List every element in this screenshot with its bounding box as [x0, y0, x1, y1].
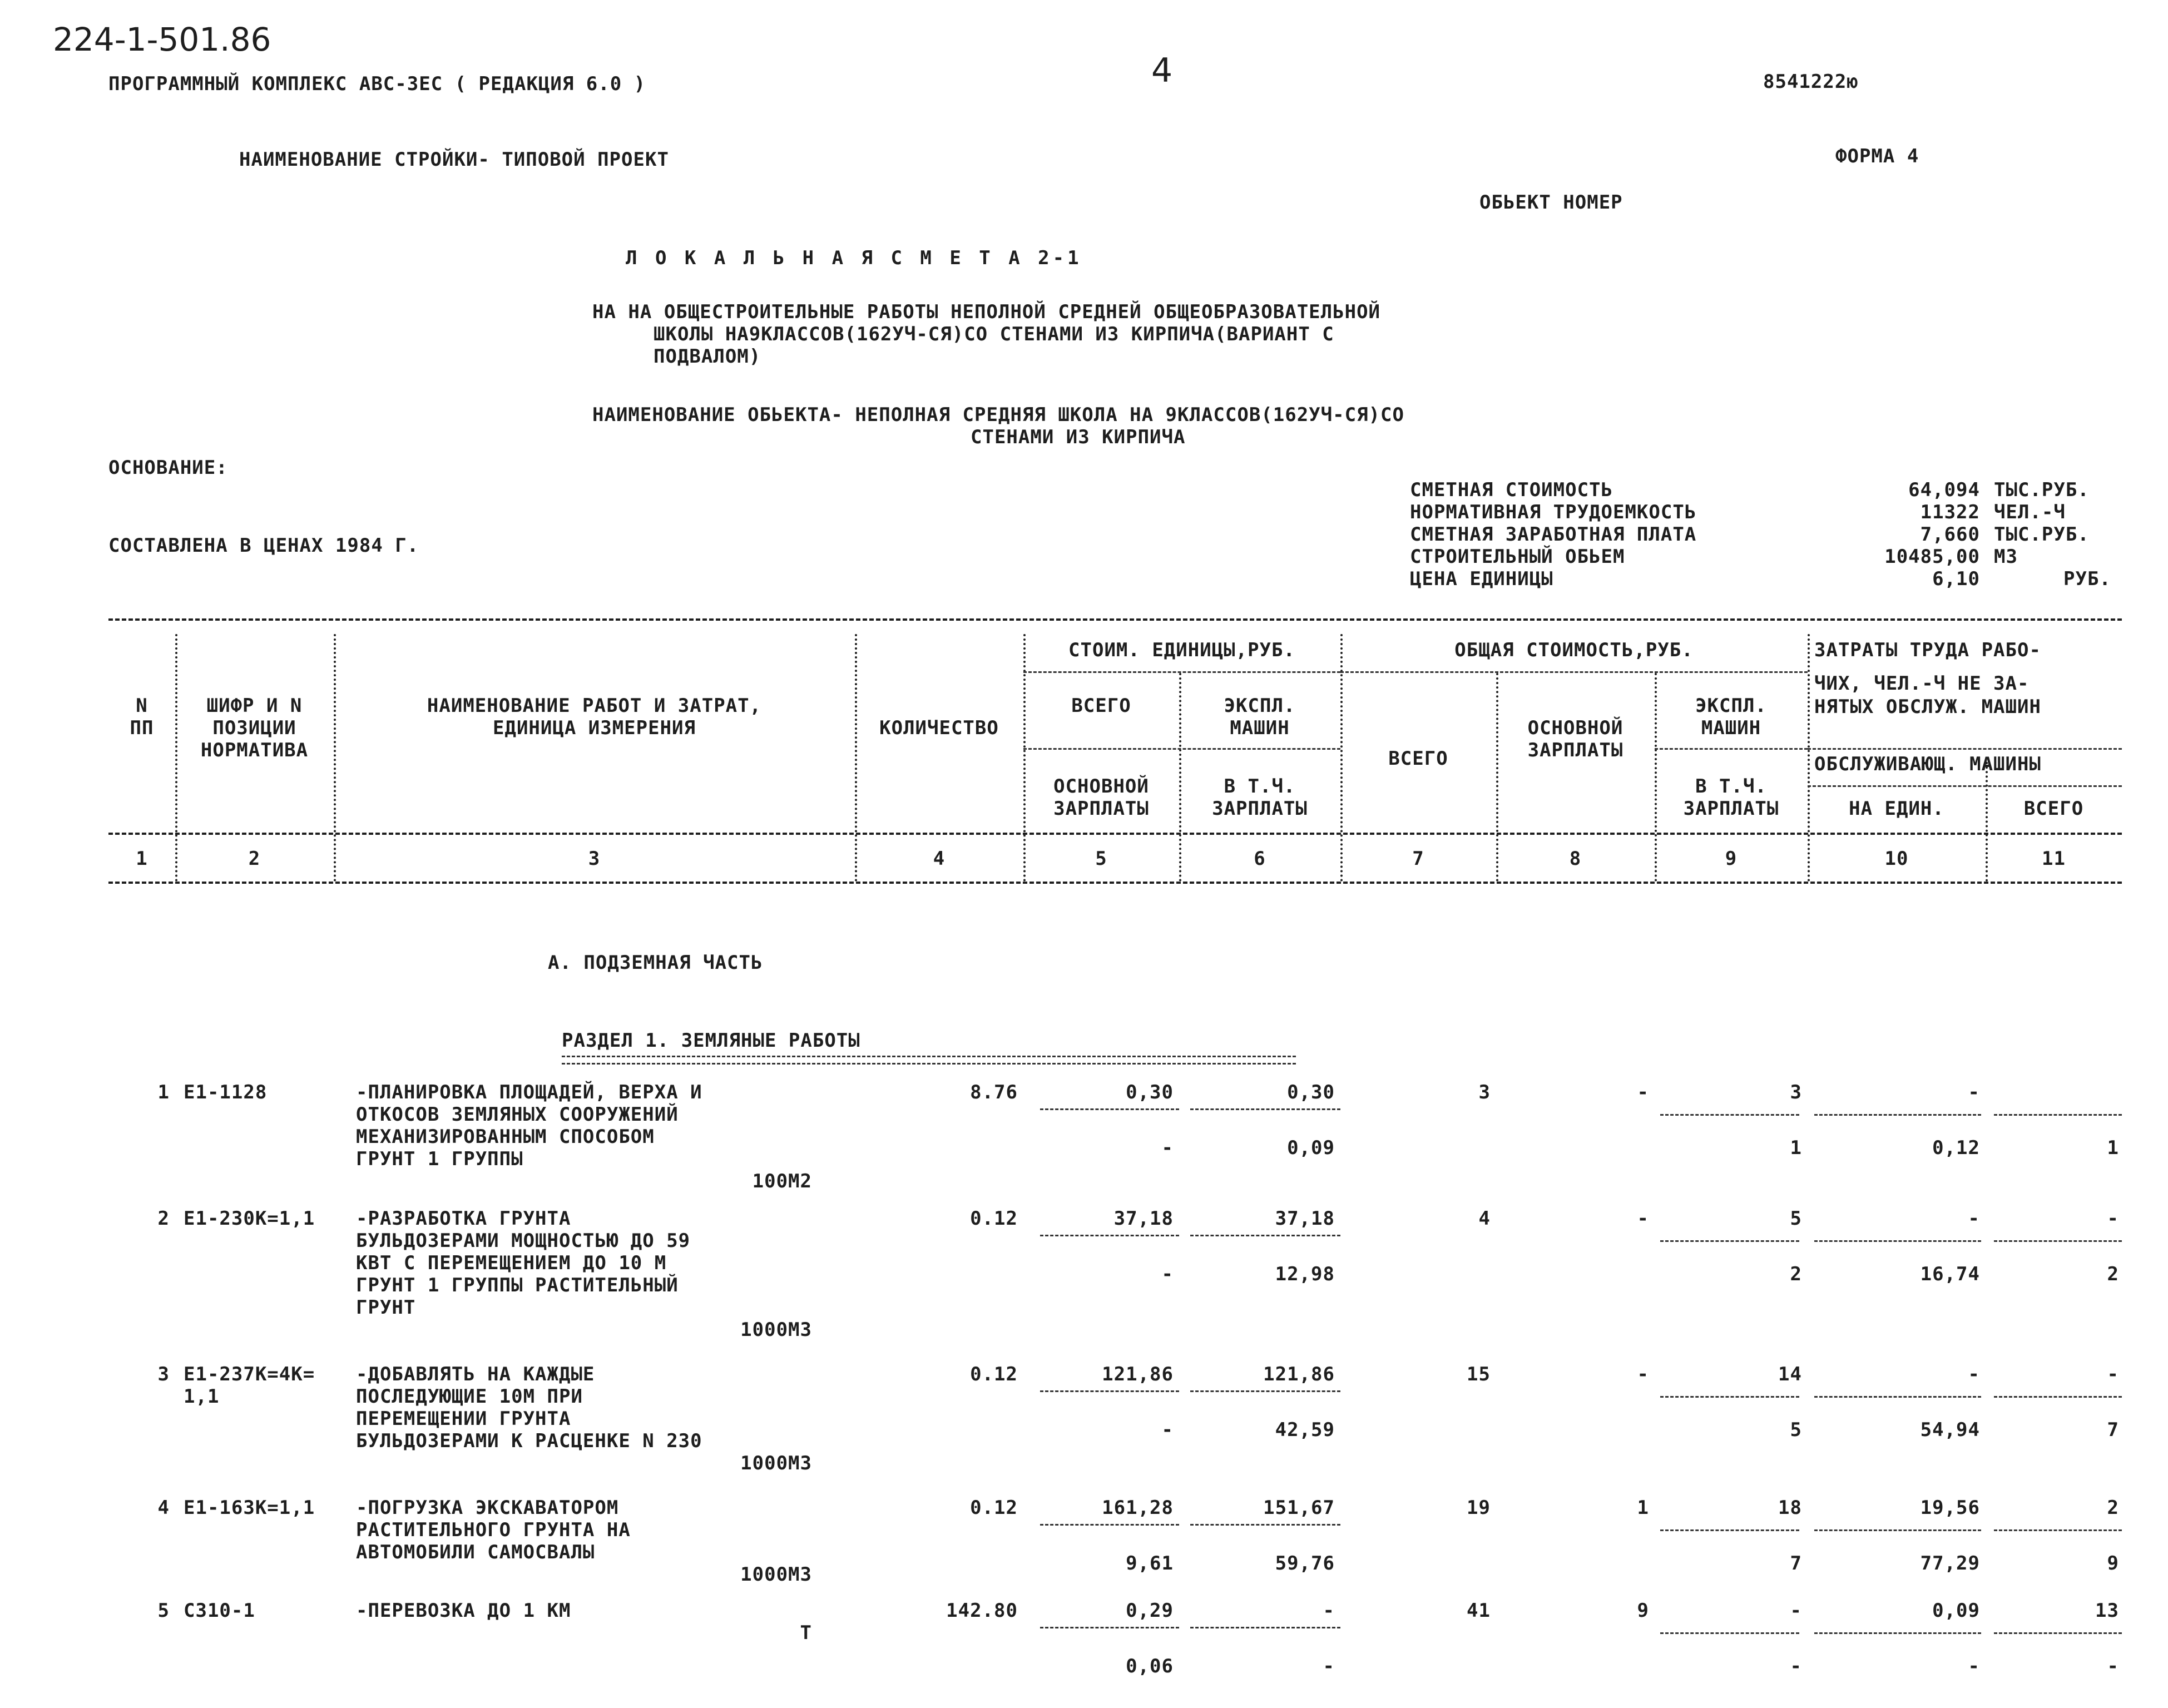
col-number: 8: [1569, 848, 1582, 870]
cell-rule: [1190, 1108, 1340, 1110]
labor-per-unit: 19,56: [1920, 1497, 1980, 1519]
labor-group-header: НЯТЫХ ОБСЛУЖ. МАШИН: [1814, 696, 2041, 718]
cell-rule: [1994, 1114, 2122, 1116]
unit-cost-machines: 121,86: [1263, 1363, 1335, 1385]
col1-header: ПП: [130, 717, 154, 739]
basis-label: ОСНОВАНИЕ:: [108, 457, 228, 479]
header-top-rule: [108, 618, 2122, 621]
labor-total: 2: [2107, 1497, 2119, 1519]
total-cost: 3: [1478, 1081, 1491, 1103]
row-number: 5: [157, 1600, 170, 1622]
measure-unit: 1000М3: [740, 1563, 812, 1586]
row-number: 1: [157, 1081, 170, 1103]
norm-code: 1,1: [184, 1385, 220, 1408]
measure-unit: 1000М3: [740, 1452, 812, 1474]
col-number: 9: [1725, 848, 1738, 870]
total-machine-wages: 5: [1790, 1419, 1802, 1441]
quantity: 0.12: [970, 1207, 1018, 1230]
unit-cost-total: 0,29: [1126, 1600, 1174, 1622]
total-wages: 1: [1637, 1497, 1649, 1519]
cell-rule: [1814, 1632, 1981, 1634]
col1-header: N: [136, 695, 148, 717]
summary-label: НОРМАТИВНАЯ ТРУДОЕМКОСТЬ: [1410, 501, 1697, 523]
work-description: -ПЕРЕВОЗКА ДО 1 КМ: [356, 1600, 571, 1622]
group-rule: [1023, 671, 1340, 673]
unit-cost-wages: -: [1161, 1419, 1174, 1441]
group-rule: [1340, 671, 1808, 673]
unit-cost-machine-wages: 12,98: [1275, 1263, 1335, 1285]
group-rule: [1808, 748, 2122, 750]
labor-per-unit: -: [1968, 1081, 1980, 1103]
labor-total: -: [2107, 1363, 2119, 1385]
quantity: 0.12: [970, 1497, 1018, 1519]
quantity: 142.80: [946, 1600, 1018, 1622]
labor-sub-header: ОБСЛУЖИВАЮЩ. МАШИНЫ: [1814, 753, 2041, 775]
header-mid-rule: [108, 833, 2122, 835]
c11-header: ВСЕГО: [2023, 798, 2084, 820]
total-wages: -: [1637, 1081, 1649, 1103]
row-number: 4: [157, 1497, 170, 1519]
document-title: Л О К А Л Ь Н А Я С М Е Т А 2-1: [626, 247, 1082, 269]
unit-cost-machines: -: [1323, 1600, 1335, 1622]
cell-rule: [1660, 1240, 1799, 1242]
unit-cost-machines: 151,67: [1263, 1497, 1335, 1519]
c9-header: ЭКСПЛ.: [1695, 695, 1767, 717]
norm-code: Е1-237К=4К=: [184, 1363, 315, 1385]
norm-code: С310-1: [184, 1600, 255, 1622]
c9b-header: ЗАРПЛАТЫ: [1683, 798, 1779, 820]
col3-header: ЕДИНИЦА ИЗМЕРЕНИЯ: [493, 717, 696, 739]
summary-value: 7,660: [1920, 523, 1980, 546]
handwritten-code: 224-1-501.86: [53, 21, 271, 58]
cell-rule: [1190, 1235, 1340, 1236]
machine-labor-per-unit: 0,12: [1932, 1137, 1980, 1159]
unit-cost-group-header: СТОИМ. ЕДИНИЦЫ,РУБ.: [1068, 639, 1295, 661]
total-cost: 15: [1467, 1363, 1491, 1385]
header-bottom-rule: [108, 882, 2122, 884]
quantity: 8.76: [970, 1081, 1018, 1103]
c10-header: НА ЕДИН.: [1849, 798, 1944, 820]
work-description: -РАЗРАБОТКА ГРУНТА: [356, 1207, 571, 1230]
machine-labor-total: 2: [2107, 1263, 2119, 1285]
unit-cost-machines: 0,30: [1287, 1081, 1335, 1103]
unit-cost-machine-wages: 42,59: [1275, 1419, 1335, 1441]
group-rule: [1655, 748, 1808, 750]
total-machine-wages: -: [1790, 1655, 1802, 1677]
total-machines: 5: [1790, 1207, 1802, 1230]
c6-header: МАШИН: [1230, 717, 1290, 739]
summary-label: СТРОИТЕЛЬНЫЙ ОБЬЕМ: [1410, 546, 1625, 568]
c6b-header: ЗАРПЛАТЫ: [1212, 798, 1308, 820]
total-wages: -: [1637, 1363, 1649, 1385]
summary-label: СМЕТНАЯ СТОИМОСТЬ: [1410, 479, 1613, 501]
unit-cost-total: 0,30: [1126, 1081, 1174, 1103]
subject-line-1: НА НА ОБЩЕСТРОИТЕЛЬНЫЕ РАБОТЫ НЕПОЛНОЙ СРЕДНЕЙ ОБЩЕОБРАЗОВАТЕЛЬНОЙ: [592, 301, 1381, 323]
col-separator: [334, 634, 336, 882]
work-description: КВТ С ПЕРЕМЕЩЕНИЕМ ДО 10 М: [356, 1252, 667, 1274]
machine-labor-total: -: [2107, 1655, 2119, 1677]
summary-label: СМЕТНАЯ ЗАРАБОТНАЯ ПЛАТА: [1410, 523, 1697, 546]
group-rule: [1808, 785, 2122, 787]
labor-group-header: ЗАТРАТЫ ТРУДА РАБО-: [1814, 639, 2041, 661]
cell-rule: [1040, 1627, 1179, 1628]
total-cost: 19: [1467, 1497, 1491, 1519]
col3-header: НАИМЕНОВАНИЕ РАБОТ И ЗАТРАТ,: [427, 695, 762, 717]
col-number: 1: [136, 848, 148, 870]
unit-cost-machine-wages: 0,09: [1287, 1137, 1335, 1159]
machine-labor-total: 9: [2107, 1552, 2119, 1575]
work-description: ПЕРЕМЕЩЕНИИ ГРУНТА: [356, 1408, 571, 1430]
subject-line-2: ШКОЛЫ НА9КЛАССОВ(162УЧ-СЯ)СО СТЕНАМИ ИЗ КИРПИЧА(ВАРИАНТ С: [654, 323, 1334, 345]
total-cost: 41: [1467, 1600, 1491, 1622]
unit-cost-machine-wages: -: [1323, 1655, 1335, 1677]
col-separator: [855, 634, 857, 882]
labor-total: -: [2107, 1207, 2119, 1230]
col2-header: ШИФР И N: [206, 695, 303, 717]
machine-labor-per-unit: 16,74: [1920, 1263, 1980, 1285]
cell-rule: [1994, 1240, 2122, 1242]
machine-labor-per-unit: 77,29: [1920, 1552, 1980, 1575]
c5b-header: ОСНОВНОЙ: [1053, 775, 1149, 798]
summary-value: 6,10: [1932, 568, 1980, 590]
summary-value: 11322: [1920, 501, 1980, 523]
machine-labor-per-unit: 54,94: [1920, 1419, 1980, 1441]
quantity: 0.12: [970, 1363, 1018, 1385]
work-description: ГРУНТ 1 ГРУППЫ РАСТИТЕЛЬНЫЙ: [356, 1274, 679, 1296]
cell-rule: [1994, 1632, 2122, 1634]
c8-header: ЗАРПЛАТЫ: [1527, 739, 1623, 761]
col-separator: [1808, 634, 1810, 882]
measure-unit: Т: [800, 1622, 812, 1644]
work-description: -ДОБАВЛЯТЬ НА КАЖДЫЕ: [356, 1363, 595, 1385]
col2-header: ПОЗИЦИИ: [212, 717, 296, 739]
col-number: 10: [1884, 848, 1909, 870]
part-title: А. ПОДЗЕМНАЯ ЧАСТЬ: [548, 952, 763, 974]
col4-header: КОЛИЧЕСТВО: [879, 717, 999, 739]
cell-rule: [1040, 1390, 1179, 1392]
summary-unit: ЧЕЛ.-Ч: [1994, 501, 2066, 523]
total-machine-wages: 1: [1790, 1137, 1802, 1159]
doc-number: 8541222ю: [1763, 71, 1859, 93]
col-number: 4: [933, 848, 946, 870]
total-machine-wages: 7: [1790, 1552, 1802, 1575]
col-number: 6: [1254, 848, 1266, 870]
unit-cost-total: 37,18: [1113, 1207, 1174, 1230]
c9-header: МАШИН: [1701, 717, 1761, 739]
cell-rule: [1994, 1529, 2122, 1531]
unit-cost-machine-wages: 59,76: [1275, 1552, 1335, 1575]
unit-cost-machines: 37,18: [1275, 1207, 1335, 1230]
labor-per-unit: 0,09: [1932, 1600, 1980, 1622]
object-name-line-2: СТЕНАМИ ИЗ КИРПИЧА: [971, 426, 1186, 448]
cell-rule: [1040, 1108, 1179, 1110]
work-description: ОТКОСОВ ЗЕМЛЯНЫХ СООРУЖЕНИЙ: [356, 1103, 679, 1126]
summary-value: 10485,00: [1884, 546, 1980, 568]
summary-unit: РУБ.: [2063, 568, 2111, 590]
c9b-header: В Т.Ч.: [1695, 775, 1767, 798]
work-description: ПОСЛЕДУЮЩИЕ 10М ПРИ: [356, 1385, 583, 1408]
c7-header: ВСЕГО: [1388, 747, 1448, 770]
section-underline: [562, 1056, 1296, 1065]
work-description: БУЛЬДОЗЕРАМИ МОЩНОСТЬЮ ДО 59: [356, 1230, 691, 1252]
c5-header: ВСЕГО: [1071, 695, 1131, 717]
norm-code: Е1-230К=1,1: [184, 1207, 315, 1230]
cell-rule: [1190, 1627, 1340, 1628]
cell-rule: [1660, 1529, 1799, 1531]
col-number: 2: [248, 848, 261, 870]
total-machine-wages: 2: [1790, 1263, 1802, 1285]
measure-unit: 1000М3: [740, 1319, 812, 1341]
summary-label: ЦЕНА ЕДИНИЦЫ: [1410, 568, 1553, 590]
object-number: ОБЬЕКТ НОМЕР: [1479, 191, 1623, 214]
unit-cost-wages: 0,06: [1126, 1655, 1174, 1677]
section-title: РАЗДЕЛ 1. ЗЕМЛЯНЫЕ РАБОТЫ: [562, 1029, 860, 1052]
work-description: БУЛЬДОЗЕРАМИ К РАСЦЕНКЕ N 230: [356, 1430, 702, 1452]
cell-rule: [1660, 1396, 1799, 1398]
labor-per-unit: -: [1968, 1207, 1980, 1230]
total-wages: 9: [1637, 1600, 1649, 1622]
cell-rule: [1814, 1396, 1981, 1398]
labor-per-unit: -: [1968, 1363, 1980, 1385]
cell-rule: [1994, 1396, 2122, 1398]
cell-rule: [1190, 1390, 1340, 1392]
work-description: -ПЛАНИРОВКА ПЛОЩАДЕЙ, ВЕРХА И: [356, 1081, 702, 1103]
unit-cost-wages: -: [1161, 1137, 1174, 1159]
cell-rule: [1660, 1114, 1799, 1116]
work-description: АВТОМОБИЛИ САМОСВАЛЫ: [356, 1541, 595, 1563]
work-description: ГРУНТ: [356, 1296, 416, 1319]
subject-line-3: ПОДВАЛОМ): [654, 345, 761, 368]
unit-cost-total: 161,28: [1102, 1497, 1174, 1519]
total-cost: 4: [1478, 1207, 1491, 1230]
cell-rule: [1660, 1632, 1799, 1634]
work-description: РАСТИТЕЛЬНОГО ГРУНТА НА: [356, 1519, 631, 1541]
summary-unit: М3: [1994, 546, 2018, 568]
c6b-header: В Т.Ч.: [1224, 775, 1296, 798]
summary-value: 64,094: [1908, 479, 1980, 501]
work-description: МЕХАНИЗИРОВАННЫМ СПОСОБОМ: [356, 1126, 655, 1148]
group-rule: [1023, 748, 1340, 750]
cell-rule: [1814, 1240, 1981, 1242]
program-line: ПРОГРАММНЫЙ КОМПЛЕКС АВС-3ЕС ( РЕДАКЦИЯ 6.0 ): [108, 73, 646, 95]
col-number: 7: [1412, 848, 1424, 870]
total-machines: 3: [1790, 1081, 1802, 1103]
machine-labor-total: 7: [2107, 1419, 2119, 1441]
prices-label: СОСТАВЛЕНА В ЦЕНАХ 1984 Г.: [108, 534, 419, 557]
machine-labor-per-unit: -: [1968, 1655, 1980, 1677]
col-number: 5: [1095, 848, 1107, 870]
c6-header: ЭКСПЛ.: [1224, 695, 1296, 717]
col-number: 11: [2042, 848, 2066, 870]
unit-cost-total: 121,86: [1102, 1363, 1174, 1385]
unit-cost-wages: -: [1161, 1263, 1174, 1285]
cell-rule: [1814, 1114, 1981, 1116]
object-name-line-1: НАИМЕНОВАНИЕ ОБЬЕКТА- НЕПОЛНАЯ СРЕДНЯЯ ШКОЛА НА 9КЛАССОВ(162УЧ-СЯ)СО: [592, 404, 1404, 426]
total-cost-group-header: ОБЩАЯ СТОИМОСТЬ,РУБ.: [1454, 639, 1694, 661]
total-machines: 14: [1778, 1363, 1802, 1385]
form-label: ФОРМА 4: [1835, 145, 1919, 167]
total-machines: 18: [1778, 1497, 1802, 1519]
work-description: -ПОГРУЗКА ЭКСКАВАТОРОМ: [356, 1497, 619, 1519]
labor-group-header: ЧИХ, ЧЕЛ.-Ч НЕ ЗА-: [1814, 672, 2030, 695]
total-wages: -: [1637, 1207, 1649, 1230]
measure-unit: 100М2: [752, 1170, 812, 1192]
unit-cost-wages: 9,61: [1126, 1552, 1174, 1575]
cell-rule: [1190, 1524, 1340, 1526]
c8-header: ОСНОВНОЙ: [1527, 717, 1623, 739]
col2-header: НОРМАТИВА: [200, 739, 309, 761]
total-machines: -: [1790, 1600, 1802, 1622]
work-description: ГРУНТ 1 ГРУППЫ: [356, 1148, 523, 1170]
cell-rule: [1814, 1529, 1981, 1531]
cell-rule: [1040, 1235, 1179, 1236]
page-number: 4: [1151, 51, 1173, 90]
c5b-header: ЗАРПЛАТЫ: [1053, 798, 1149, 820]
cell-rule: [1040, 1524, 1179, 1526]
labor-total: 13: [2095, 1600, 2119, 1622]
summary-unit: ТЫС.РУБ.: [1994, 523, 2090, 546]
machine-labor-total: 1: [2107, 1137, 2119, 1159]
summary-unit: ТЫС.РУБ.: [1994, 479, 2090, 501]
construction-label: НАИМЕНОВАНИЕ СТРОЙКИ- ТИПОВОЙ ПРОЕКТ: [239, 148, 669, 171]
norm-code: Е1-1128: [184, 1081, 268, 1103]
col-number: 3: [588, 848, 601, 870]
row-number: 3: [157, 1363, 170, 1385]
norm-code: Е1-163К=1,1: [184, 1497, 315, 1519]
row-number: 2: [157, 1207, 170, 1230]
